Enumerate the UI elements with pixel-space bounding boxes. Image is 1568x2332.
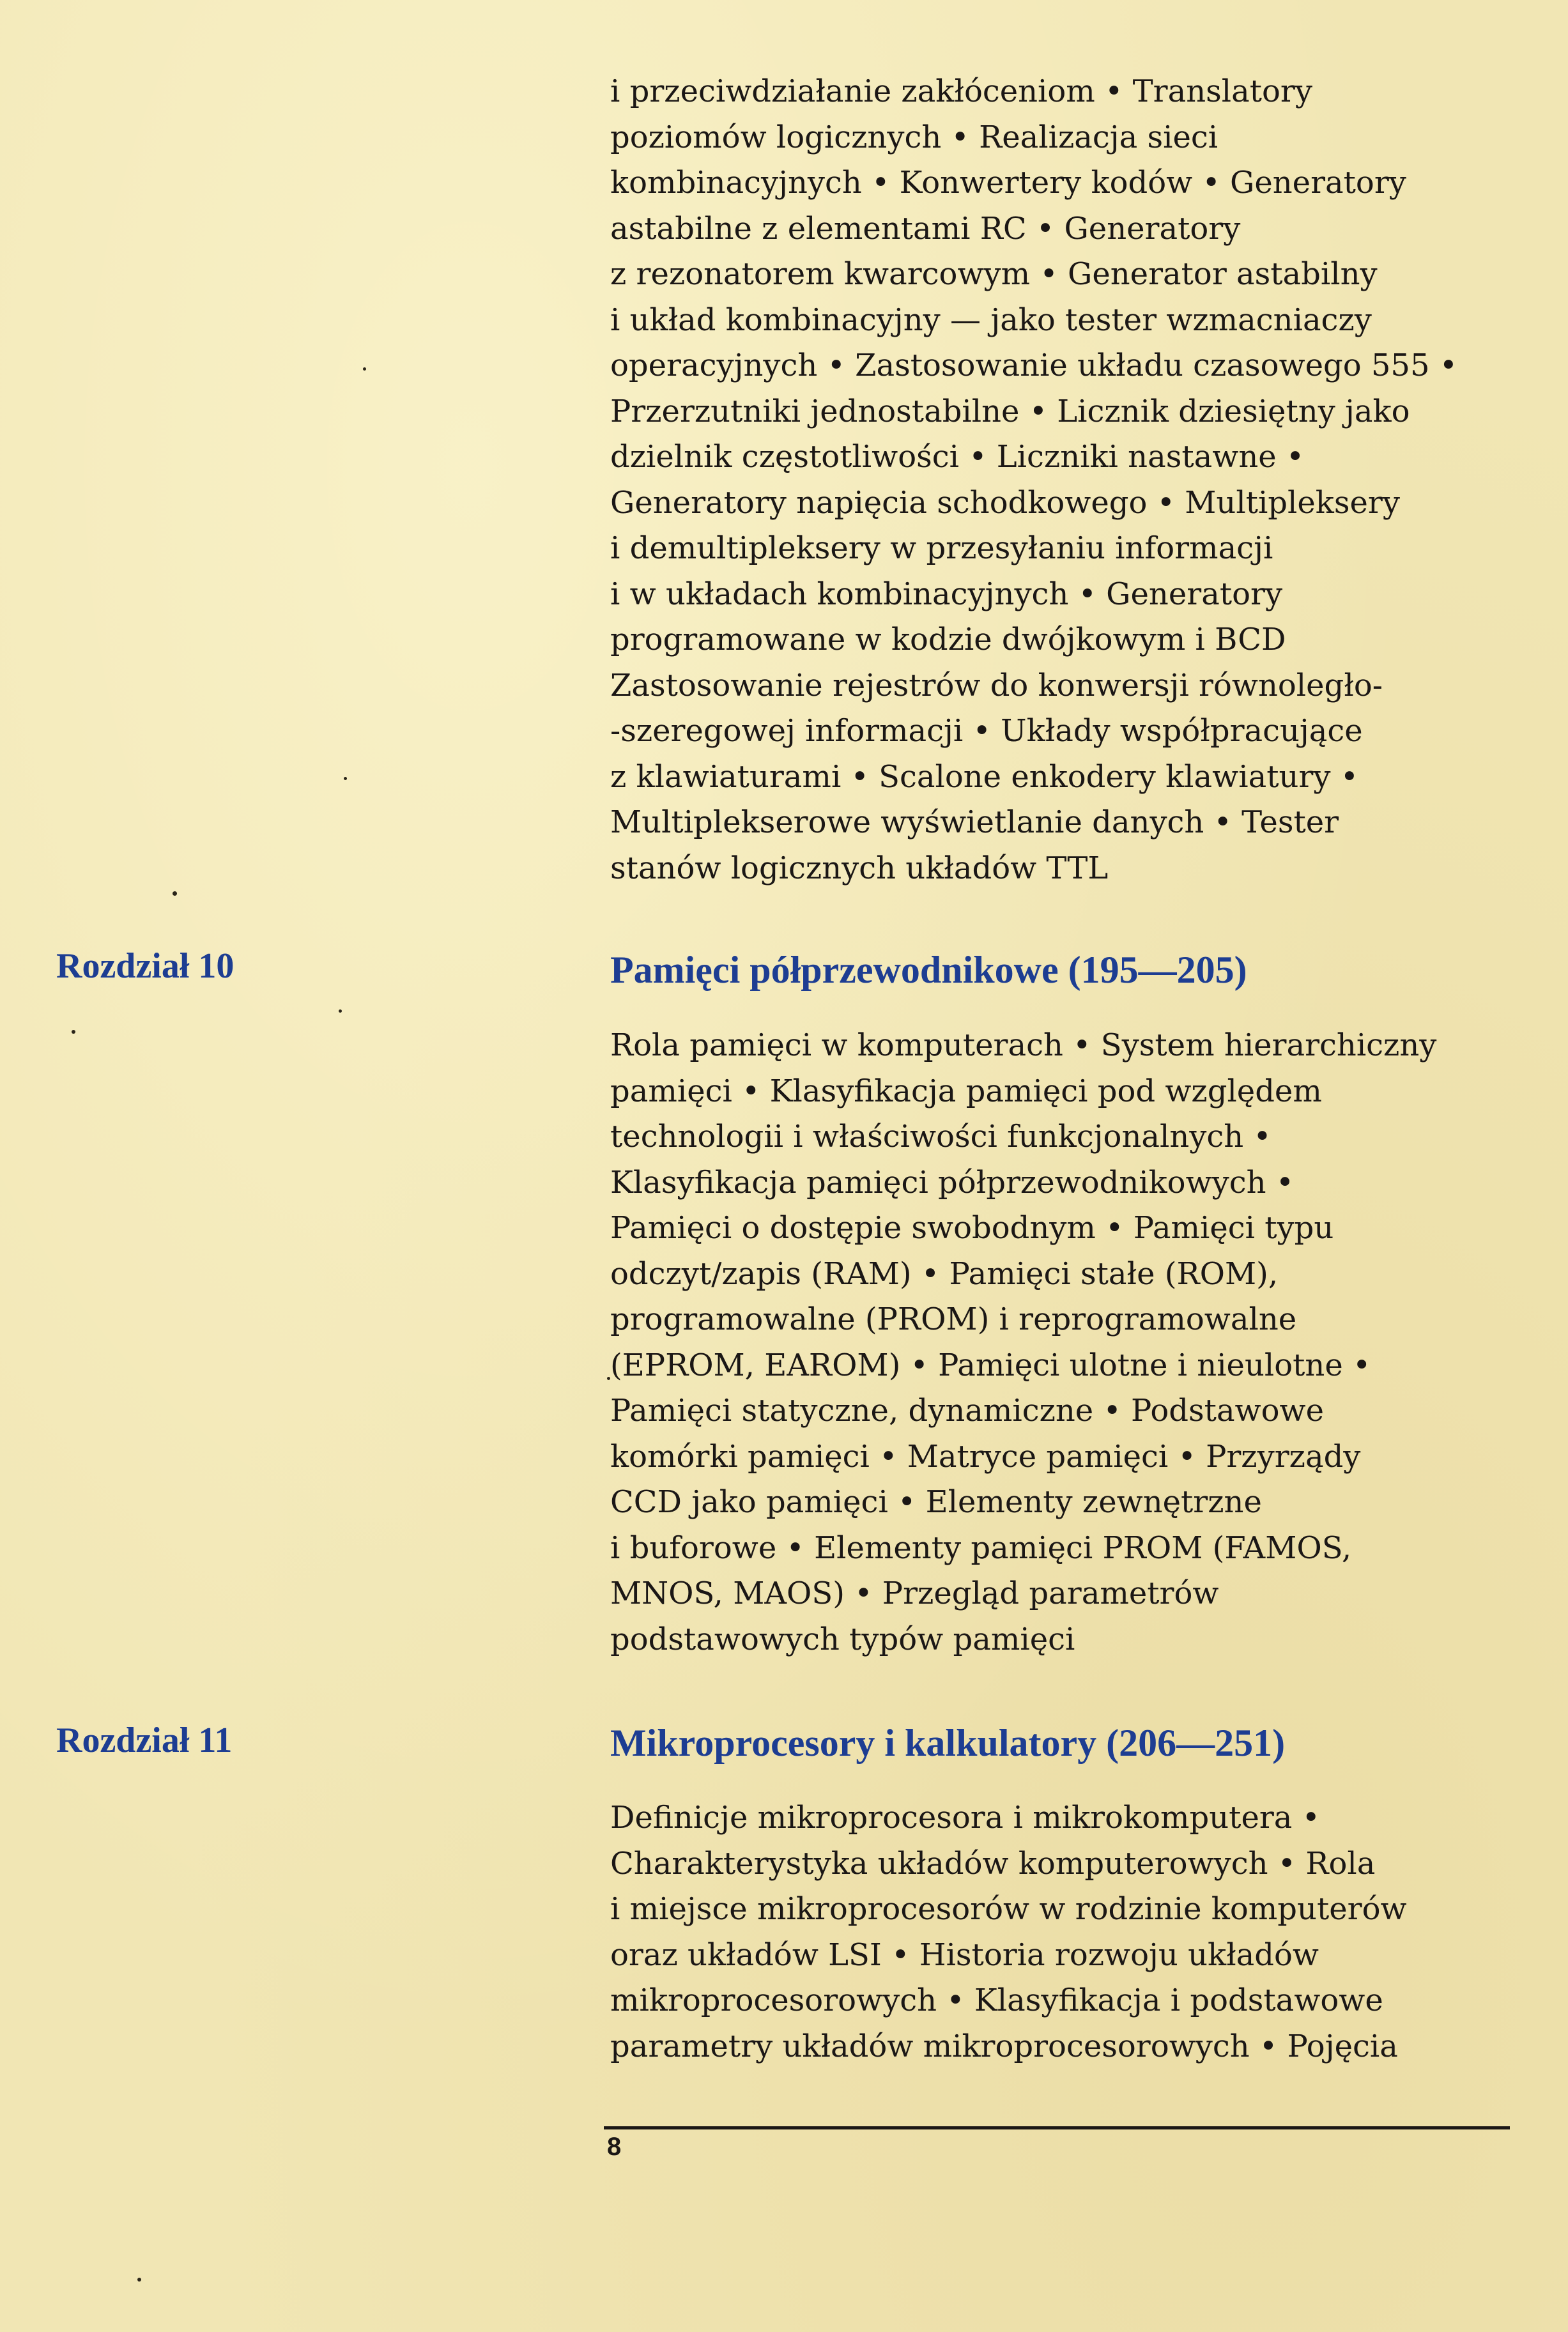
paper-speck [339,1009,342,1013]
chapter-9-continuation-text: i przeciwdziałanie zakłóceniom • Translatory poziomów logicznych • Realizacja sieci kombinacyjnych • Konwertery kodów • Generatory astabilne z elementami RC • Generatory z rezonatorem kwarcowym • Generator astabilny i układ kombinacyjny — jako tester wzmacniaczy operacyjnych • Zastosowanie układu czasowego 555 • Przerzutniki jednostabilne • Licznik dziesiętny jako dzielnik częstotliwości • Liczniki nastawne • Generatory napięcia schodkowego • Multipleksery i demultipleksery w przesyłaniu informacji i w układach kombinacyjnych • Generatory programowane w kodzie dwójkowym i BCD Zastosowanie rejestrów do konwersji równoległo- -szeregowej informacji • Układy współpracujące z klawiaturami • Scalone enkodery klawiatury • Multiplekserowe wyświetlanie danych • Tester stanów logicznych układów TTL [610,73,1458,886]
paper-speck [173,891,177,896]
chapter-10-contents: Rola pamięci w komputerach • System hierarchiczny pamięci • Klasyfikacja pamięci pod względem technologii i właściwości funkcjonalnych • Klasyfikacja pamięci półprzewodnikowych • Pamięci o dostępie swobodnym • Pamięci typu odczyt/zapis (RAM) • Pamięci stałe (ROM), programowalne (PROM) i reprogramowalne (EPROM, EAROM) • Pamięci ulotne i nieulotne • Pamięci statyczne, dynamiczne • Podstawowe komórki pamięci • Matryce pamięci • Przyrządy CCD jako pamięci • Elementy zewnętrzne i buforowe • Elementy pamięci PROM (FAMOS, MNOS, MAOS) • Przegląd parametrów podstawowych typów pamięci [610,1027,1437,1657]
footer-rule [604,2126,1510,2129]
paper-speck [363,367,366,371]
paper-speck [137,2278,141,2282]
chapter-11-label: Rozdział 11 [56,1721,233,1760]
paper-speck [72,1030,75,1034]
page-number: 8 [607,2133,622,2161]
chapter-11-title: Mikroprocesory i kalkulatory (206—251) [610,1722,1286,1764]
chapter-11-contents: Definicje mikroprocesora i mikrokomputera • Charakterystyka układów komputerowych • Rola i miejsce mikroprocesorów w rodzinie komputerów oraz układów LSI • Historia rozwoju układów mikroprocesorowych • Klasyfikacja i podstawowe parametry układów mikroprocesorowych • Pojęcia [610,1800,1407,2064]
paper-speck [344,777,347,780]
chapter-10-title: Pamięci półprzewodnikowe (195—205) [610,949,1247,991]
chapter-10-label: Rozdział 10 [56,946,234,986]
paper-speck [607,1377,610,1380]
